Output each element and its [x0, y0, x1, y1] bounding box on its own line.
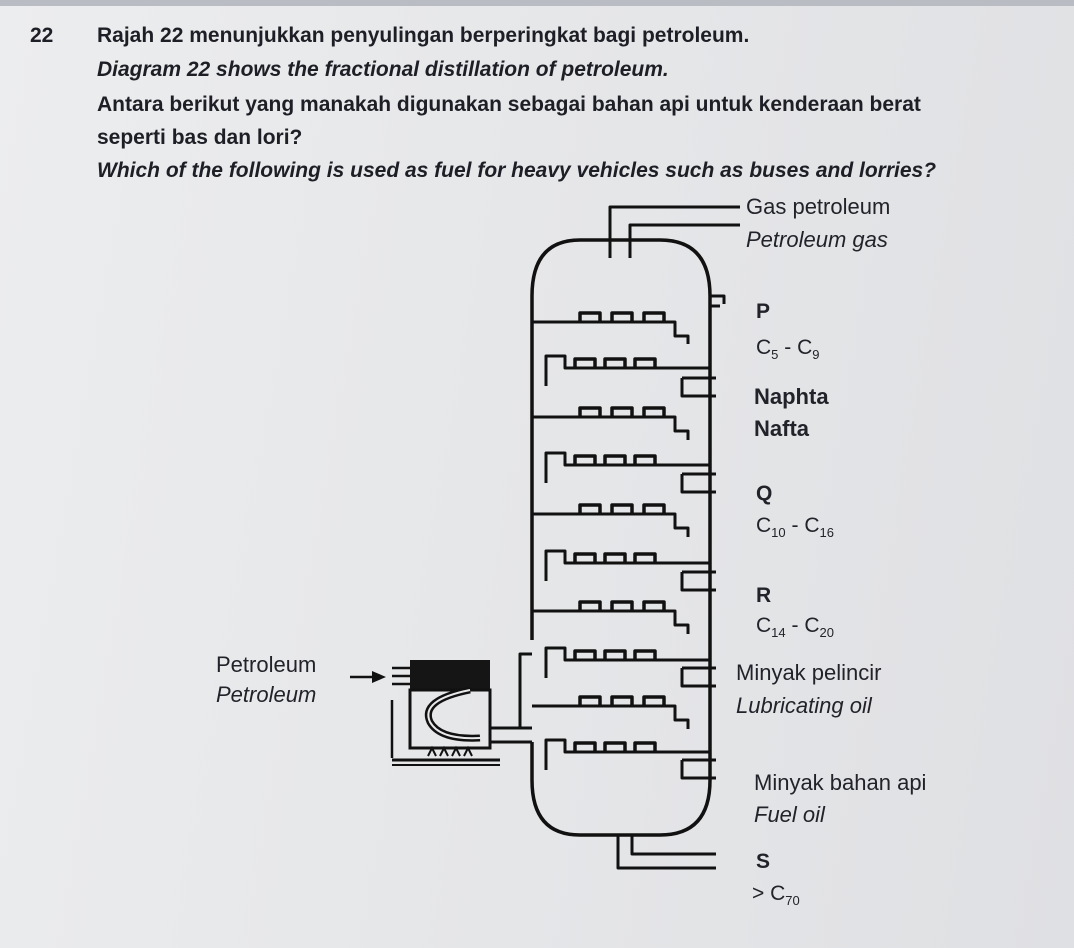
question-malay-line-1: Rajah 22 menunjukkan penyulingan berperingkat bagi petroleum.: [97, 24, 750, 47]
tray-5: [532, 505, 688, 537]
input-labels: [216, 652, 316, 707]
label-S-carbon-range: > $C_{70}$: [752, 882, 800, 908]
tray-4: [546, 453, 710, 483]
pipe-P: [710, 296, 724, 306]
tray-6: [546, 551, 710, 581]
label-lubricating-oil: Lubricating oil: [736, 693, 872, 718]
tray-2: [546, 356, 710, 386]
label-P-carbon-range: $C_5 - C_9$: [756, 336, 820, 362]
pipe-bottom-S: [618, 835, 716, 868]
label-Q: Q: [756, 482, 773, 505]
label-S: S: [756, 850, 771, 873]
tray-10: [546, 740, 710, 770]
label-naphta: Naphta: [754, 384, 829, 409]
label-petroleum-english: Petroleum: [216, 682, 317, 707]
output-labels: [736, 194, 926, 908]
tray-7: [532, 602, 688, 634]
pipe-top-gas: [610, 207, 740, 258]
question-english-line-1: Diagram 22 shows the fractional distillation of petroleum.: [97, 58, 669, 81]
label-fuel-oil: Fuel oil: [754, 802, 825, 827]
label-P: P: [756, 300, 771, 323]
label-petroleum-gas: Petroleum gas: [746, 227, 888, 252]
question-malay-line-2: Antara berikut yang manakah digunakan sebagai bahan api untuk kenderaan berat: [97, 93, 921, 116]
question-english-line-2: Which of the following is used as fuel for heavy vehicles such as buses and lorries?: [97, 159, 937, 182]
label-petroleum-malay: Petroleum: [216, 652, 317, 677]
tray-8: [546, 648, 710, 678]
outlet-pipes: [610, 207, 740, 868]
question-malay-line-3: seperti bas dan lori?: [97, 126, 303, 149]
label-minyak-pelincir: Minyak pelincir: [736, 660, 882, 685]
label-Q-carbon-range: $C_{10} - C_{16}$: [756, 514, 834, 540]
question-number: 22: [30, 24, 54, 47]
label-nafta: Nafta: [754, 416, 810, 441]
label-gas-petroleum: Gas petroleum: [746, 194, 891, 219]
furnace: [350, 660, 532, 765]
label-R: R: [756, 584, 772, 607]
tray-1: [532, 313, 688, 344]
label-minyak-bahan-api: Minyak bahan api: [754, 770, 927, 795]
tray-9: [532, 697, 688, 729]
label-R-carbon-range: $C_{14} - C_{20}$: [756, 614, 834, 640]
fractionating-column: [520, 240, 710, 835]
tray-3: [532, 408, 688, 440]
